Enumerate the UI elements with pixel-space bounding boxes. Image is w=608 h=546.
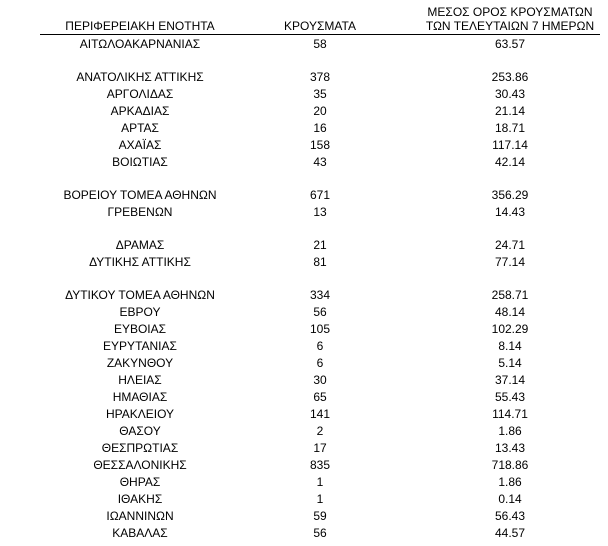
average-cell: 8.14 <box>498 339 522 353</box>
table-row <box>0 474 608 491</box>
cases-cell: 20 <box>313 104 327 118</box>
average-cell: 56.43 <box>494 509 526 523</box>
average-cell: 718.86 <box>491 458 529 472</box>
cases-cell: 2 <box>316 424 324 438</box>
table-row <box>0 187 608 204</box>
header-average-line2: ΤΩΝ ΤΕΛΕΥΤΑΙΩΝ 7 ΗΜΕΡΩΝ <box>425 19 595 33</box>
average-cell: 48.14 <box>494 305 526 319</box>
average-cell: 30.43 <box>494 87 526 101</box>
average-cell: 18.71 <box>494 121 526 135</box>
table-row <box>0 525 608 542</box>
table-row <box>0 237 608 254</box>
table-row <box>0 508 608 525</box>
cases-cell: 1 <box>316 492 324 506</box>
average-cell: 5.14 <box>498 356 522 370</box>
table-row <box>0 423 608 440</box>
region-cell: ΗΡΑΚΛΕΙΟΥ <box>105 407 175 421</box>
region-cell: ΑΡΓΟΛΙΔΑΣ <box>106 87 174 101</box>
cases-cell: 58 <box>313 37 327 51</box>
average-cell: 14.43 <box>494 205 526 219</box>
average-cell: 356.29 <box>491 188 529 202</box>
header-average-line1: ΜΕΣΟΣ ΟΡΟΣ ΚΡΟΥΣΜΑΤΩΝ <box>427 5 593 19</box>
cases-cell: 378 <box>309 70 331 84</box>
table-row <box>0 254 608 271</box>
average-cell: 1.86 <box>498 475 522 489</box>
region-cell: ΖΑΚΥΝΘΟΥ <box>106 356 174 370</box>
table-row <box>0 86 608 103</box>
region-cell: ΙΩΑΝΝΙΝΩΝ <box>106 509 174 523</box>
region-cell: ΔΡΑΜΑΣ <box>115 238 165 252</box>
region-cell: ΒΟΙΩΤΙΑΣ <box>112 155 168 169</box>
average-cell: 24.71 <box>494 238 526 252</box>
cases-cell: 16 <box>313 121 327 135</box>
header-region: ΠΕΡΙΦΕΡΕΙΑΚΗ ΕΝΟΤΗΤΑ <box>65 19 215 33</box>
region-cell: ΑΧΑΪΑΣ <box>118 138 162 152</box>
cases-cell: 65 <box>313 390 327 404</box>
cases-cell: 6 <box>316 356 324 370</box>
cases-cell: 43 <box>313 155 327 169</box>
region-cell: ΔΥΤΙΚΟΥ ΤΟΜΕΑ ΑΘΗΝΩΝ <box>65 288 215 302</box>
region-cell: ΑΝΑΤΟΛΙΚΗΣ ΑΤΤΙΚΗΣ <box>76 70 204 84</box>
average-cell: 102.29 <box>491 322 529 336</box>
region-cell: ΑΙΤΩΛΟΑΚΑΡΝΑΝΙΑΣ <box>79 37 201 51</box>
table-row <box>0 355 608 372</box>
region-cell: ΒΟΡΕΙΟΥ ΤΟΜΕΑ ΑΘΗΝΩΝ <box>63 188 217 202</box>
table-row <box>0 287 608 304</box>
cases-cell: 21 <box>313 238 327 252</box>
region-cell: ΕΒΡΟΥ <box>119 305 161 319</box>
average-cell: 258.71 <box>491 288 529 302</box>
cases-cell: 59 <box>313 509 327 523</box>
region-cell: ΓΡΕΒΕΝΩΝ <box>107 205 173 219</box>
region-cell: ΘΕΣΣΑΛΟΝΙΚΗΣ <box>93 458 187 472</box>
table-row <box>0 103 608 120</box>
cases-cell: 6 <box>316 339 324 353</box>
table-row <box>0 154 608 171</box>
cases-cell: 105 <box>309 322 331 336</box>
cases-cell: 141 <box>309 407 331 421</box>
table-row <box>0 440 608 457</box>
cases-cell: 30 <box>313 373 327 387</box>
average-cell: 21.14 <box>494 104 526 118</box>
table-row <box>0 69 608 86</box>
cases-cell: 81 <box>313 255 327 269</box>
region-cell: ΚΑΒΑΛΑΣ <box>112 526 168 540</box>
cases-cell: 13 <box>313 205 327 219</box>
cases-cell: 56 <box>313 305 327 319</box>
average-cell: 13.43 <box>494 441 526 455</box>
table-row <box>0 389 608 406</box>
cases-cell: 671 <box>309 188 331 202</box>
region-cell: ΑΡΤΑΣ <box>121 121 159 135</box>
header-cases: ΚΡΟΥΣΜΑΤΑ <box>284 19 356 33</box>
table-row <box>0 406 608 423</box>
region-cell: ΘΗΡΑΣ <box>119 475 161 489</box>
cases-cell: 35 <box>313 87 327 101</box>
region-cell: ΑΡΚΑΔΙΑΣ <box>110 104 170 118</box>
table-row <box>0 372 608 389</box>
cases-cell: 158 <box>309 138 331 152</box>
average-cell: 253.86 <box>491 70 529 84</box>
average-cell: 77.14 <box>494 255 526 269</box>
region-cell: ΘΕΣΠΡΩΤΙΑΣ <box>101 441 179 455</box>
table-row <box>0 137 608 154</box>
region-cell: ΙΘΑΚΗΣ <box>117 492 163 506</box>
table-row <box>0 321 608 338</box>
average-cell: 42.14 <box>494 155 526 169</box>
average-cell: 63.57 <box>494 37 526 51</box>
region-cell: ΘΑΣΟΥ <box>119 424 161 438</box>
region-cell: ΕΥΡΥΤΑΝΙΑΣ <box>103 339 177 353</box>
table-row <box>0 491 608 508</box>
cases-cell: 334 <box>309 288 331 302</box>
region-cell: ΔΥΤΙΚΗΣ ΑΤΤΙΚΗΣ <box>89 255 191 269</box>
table-row <box>0 120 608 137</box>
average-cell: 44.57 <box>494 526 526 540</box>
header-divider <box>40 34 600 35</box>
table-row <box>0 36 608 53</box>
cases-cell: 1 <box>316 475 324 489</box>
region-cell: ΗΜΑΘΙΑΣ <box>112 390 168 404</box>
average-cell: 117.14 <box>492 138 528 152</box>
average-cell: 0.14 <box>498 492 522 506</box>
average-cell: 1.86 <box>498 424 522 438</box>
average-cell: 55.43 <box>494 390 526 404</box>
table-row <box>0 457 608 474</box>
table-row <box>0 304 608 321</box>
average-cell: 37.14 <box>494 373 526 387</box>
cases-cell: 835 <box>309 458 331 472</box>
cases-cell: 56 <box>313 526 327 540</box>
average-cell: 114.71 <box>492 407 528 421</box>
region-cell: ΗΛΕΙΑΣ <box>118 373 162 387</box>
region-cell: ΕΥΒΟΙΑΣ <box>113 322 167 336</box>
table-row <box>0 338 608 355</box>
cases-cell: 17 <box>313 441 327 455</box>
table-row <box>0 204 608 221</box>
